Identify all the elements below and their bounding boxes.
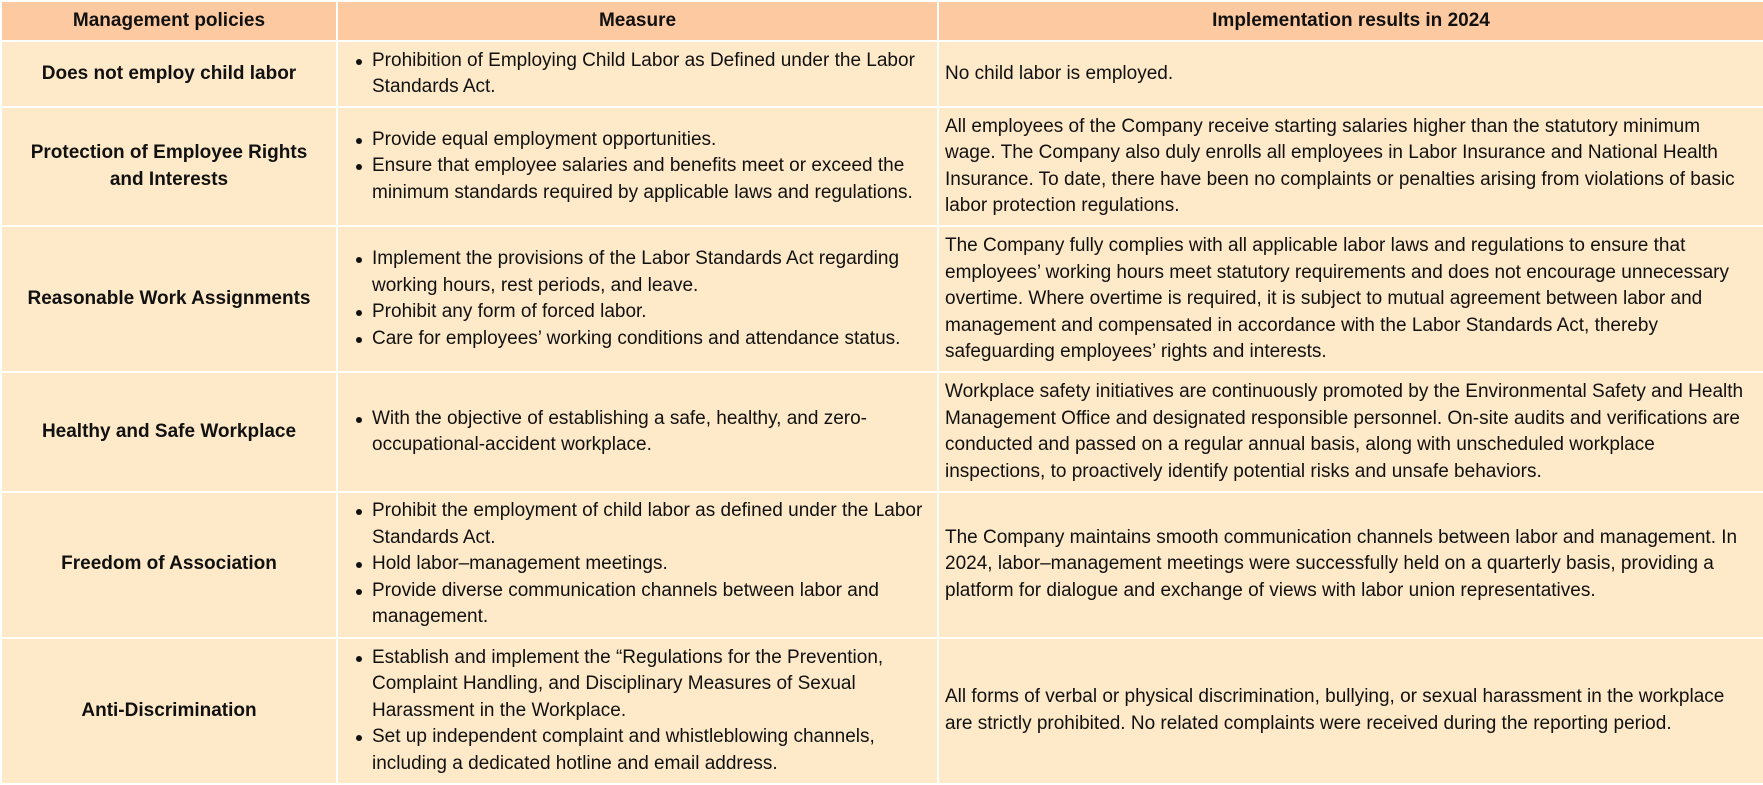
result-cell: All forms of verbal or physical discrimination, bullying, or sexual harassment in the workplace are strictly prohibited. No related complaints were received during the reporting period.	[938, 638, 1763, 784]
policy-cell: Reasonable Work Assignments	[1, 226, 337, 372]
header-implementation-results: Implementation results in 2024	[938, 1, 1763, 41]
measure-cell	[337, 226, 938, 372]
header-row	[1, 1, 1763, 41]
result-cell: The Company maintains smooth communication channels between labor and management. In 2024, labor–management meetings were successfully held on a quarterly basis, providing a platform for dialogue and exchange of views with labor union representatives.	[938, 492, 1763, 638]
result-cell: Workplace safety initiatives are continuously promoted by the Environmental Safety and Health Management Office and designated responsible personnel. On-site audits and verifications are conducted and passed on a regular annual basis, along with unscheduled workplace inspections, to proactively identify potential risks and unsafe behaviors.	[938, 372, 1763, 491]
result-cell: All employees of the Company receive starting salaries higher than the statutory minimum wage. The Company also duly enrolls all employees in Labor Insurance and National Health Insurance. To date, there have been no complaints or penalties arising from violations of basic labor protection regulations.	[938, 107, 1763, 226]
policy-cell: Protection of Employee Rights and Interests	[1, 107, 337, 226]
measure-cell	[337, 638, 938, 784]
measure-cell	[337, 107, 938, 226]
measure-item: Prohibit any form of forced labor.	[372, 299, 933, 326]
measure-item: Ensure that employee salaries and benefits meet or exceed the minimum standards required by applicable laws and regulations.	[372, 153, 933, 206]
measure-list	[346, 645, 933, 778]
table-row	[1, 41, 1763, 107]
table-row	[1, 107, 1763, 226]
table-row	[1, 638, 1763, 784]
measure-list	[346, 246, 933, 352]
measure-item: Prohibition of Employing Child Labor as Defined under the Labor Standards Act.	[372, 48, 933, 101]
measure-list	[346, 406, 933, 459]
table-row	[1, 226, 1763, 372]
measure-item: Implement the provisions of the Labor Standards Act regarding working hours, rest periods, and leave.	[372, 246, 933, 299]
measure-list	[346, 127, 933, 207]
measure-item: Provide equal employment opportunities.	[372, 127, 933, 154]
header-measure: Measure	[337, 1, 938, 41]
measure-item: Prohibit the employment of child labor as defined under the Labor Standards Act.	[372, 498, 933, 551]
table-body	[1, 41, 1763, 784]
measure-item: Care for employees’ working conditions and attendance status.	[372, 326, 933, 353]
measure-item: Hold labor–management meetings.	[372, 551, 933, 578]
result-cell: No child labor is employed.	[938, 41, 1763, 107]
table-row	[1, 492, 1763, 638]
policy-cell: Does not employ child labor	[1, 41, 337, 107]
policy-cell: Healthy and Safe Workplace	[1, 372, 337, 491]
measure-cell	[337, 492, 938, 638]
policy-cell: Anti-Discrimination	[1, 638, 337, 784]
measure-item: Provide diverse communication channels between labor and management.	[372, 578, 933, 631]
policy-cell: Freedom of Association	[1, 492, 337, 638]
measure-list	[346, 498, 933, 631]
measure-cell	[337, 41, 938, 107]
header-management-policies: Management policies	[1, 1, 337, 41]
measure-list	[346, 48, 933, 101]
result-cell: The Company fully complies with all applicable labor laws and regulations to ensure that employees’ working hours meet statutory requirements and does not encourage unnecessary overtime. Where overtime is required, it is subject to mutual agreement between labor and management and compensated in accordance with the Labor Standards Act, thereby safeguarding employees’ rights and interests.	[938, 226, 1763, 372]
measure-item: Set up independent complaint and whistleblowing channels, including a dedicated hotline and email address.	[372, 724, 933, 777]
measure-item: Establish and implement the “Regulations for the Prevention, Complaint Handling, and Disciplinary Measures of Sexual Harassment in the Workplace.	[372, 645, 933, 725]
table-header	[1, 1, 1763, 41]
table-row	[1, 372, 1763, 491]
measure-cell	[337, 372, 938, 491]
measure-item: With the objective of establishing a safe, healthy, and zero-occupational-accident workplace.	[372, 406, 933, 459]
